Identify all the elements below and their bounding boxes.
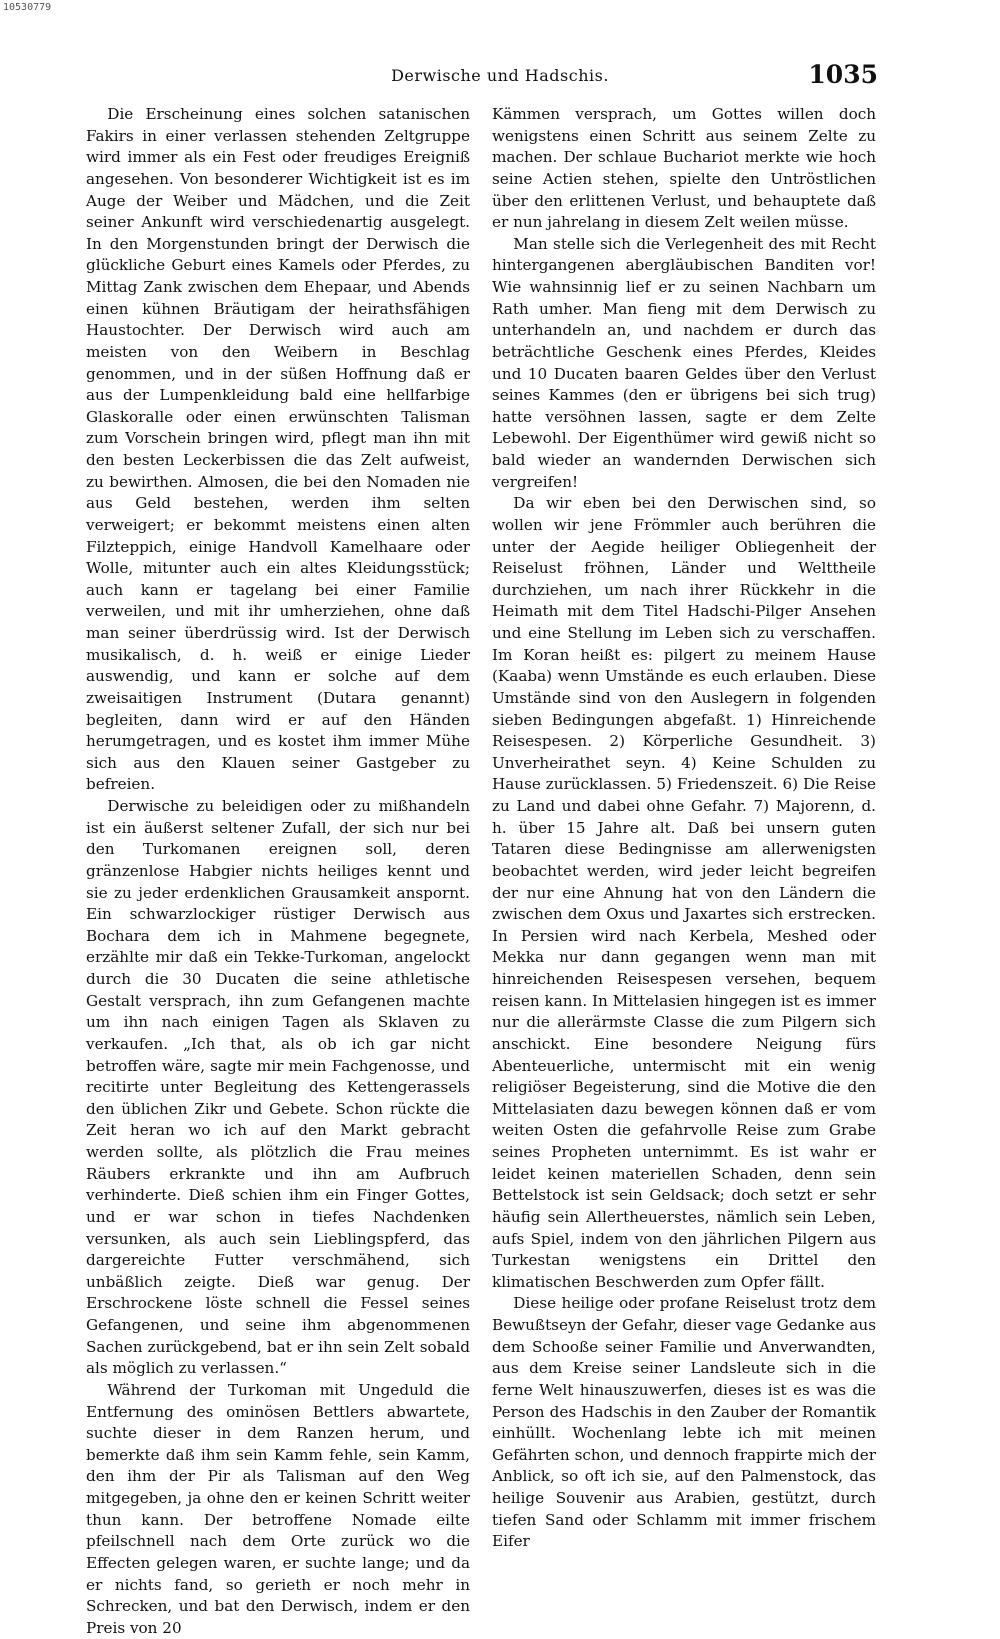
paragraph: Man stelle sich die Verlegenheit des mit Recht hintergangenen abergläubischen Banditen vor! Wie wahnsinnig lief er zu seinen Nachbarn um Rath umher. Man fieng mit dem Derwisch zu unterhandeln an, und nachdem er durch das beträchtliche Geschenk eines Pferdes, Kleides und 10 Ducaten baaren Geldes über den Verlust seines Kammes (den er übrigens bei sich trug) hatte versöhnen lassen, sagte er dem Zelte Lebewohl. Der Eigenthümer wird gewiß nicht so bald wieder an wandernden Derwischen sich vergreifen!: [492, 234, 876, 491]
paragraph: Während der Turkoman mit Ungeduld die Entfernung des ominösen Bettlers abwartete, suchte dieser in dem Ranzen herum, und bemerkte daß ihm sein Kamm fehle, sein Kamm, den ihm der Pir als Talisman auf den Weg mitgegeben, ja ohne den er keinen Schritt weiter thun kann. Der betroffene Nomade eilte pfeilschnell nach dem Orte zurück wo die Effecten gelegen waren, er suchte lange; und da er nichts fand, so gerieth er noch mehr in Schrecken, und bat den Derwisch, indem er den Preis von 20: [86, 1380, 470, 1637]
running-title: Derwische und Hadschis.: [391, 66, 609, 85]
paragraph: Da wir eben bei den Derwischen sind, so wollen wir jene Frömmler auch berühren die unter der Aegide heiliger Obliegenheit der Reiselust fröhnen, Länder und Welttheile durchziehen, um nach ihrer Rückkehr in die Heimath mit dem Titel Hadschi-Pilger Ansehen und eine Stellung im Leben sich zu verschaffen. Im Koran heißt es: pilgert zu meinem Hause (Kaaba) wenn Umstände es euch erlauben. Diese Umstände sind von den Auslegern in folgenden sieben Bedingungen abgefaßt. 1) Hinreichende Reisespesen. 2) Körperliche Gesundheit. 3) Unverheirathet seyn. 4) Keine Schulden zu Hause zurücklassen. 5) Friedenszeit. 6) Die Reise zu Land und dabei ohne Gefahr. 7) Majorenn, d. h. über 15 Jahre alt. Daß bei unsern guten Tataren diese Bedingnisse am allerwenigsten beobachtet werden, wird jeder leicht begreifen der nur eine Ahnung hat von den Ländern die zwischen dem Oxus und Jaxartes sich erstrecken. In Persien wird nach Kerbela, Meshed oder Mekka nur dann gegangen wenn man mit hinreichenden Reisespesen versehen, bequem reisen kann. In Mittelasien hingegen ist es immer nur die allerärmste Classe die zum Pilgern sich anschickt. Eine besondere Neigung fürs Abenteuerliche, untermischt mit ein wenig religiöser Begeisterung, sind die Motive die den Mittelasiaten dazu bewegen können daß er vom weiten Osten die gefahrvolle Reise zum Grabe seines Propheten unternimmt. Es ist wahr er leidet keinen materiellen Schaden, denn sein Bettelstock ist sein Geldsack; doch setzt er sehr häufig sein Allertheuerstes, nämlich sein Leben, aufs Spiel, indem von den jährlichen Pilgern aus Turkestan wenigstens ein Drittel den klimatischen Beschwerden zum Opfer fällt.: [492, 494, 876, 1291]
paragraph: Derwische zu beleidigen oder zu mißhandeln ist ein äußerst seltener Zufall, der sich nur bei den Turkomanen ereignen soll, deren gränzenlose Habgier nichts heiliges kennt und sie zu jeder erdenklichen Grausamkeit anspornt. Ein schwarzlockiger rüstiger Derwisch aus Bochara dem ich in Mahmene begegnete, erzählte mir daß ein Tekke-Turkoman, angelockt durch die 30 Ducaten die seine athletische Gestalt versprach, ihn zum Gefangenen machte um ihn nach einigen Tagen als Sklaven zu verkaufen. „Ich that, als ob ich gar nicht betroffen wäre, sagte mir mein Fachgenosse, und recitirte unter Begleitung des Kettengerassels den üblichen Zikr und Gebete. Schon rückte die Zeit heran wo ich auf den Markt gebracht werden sollte, als plötzlich die Frau meines Räubers erkrankte und ihn am Aufbruch verhinderte. Dieß schien ihm ein Finger Gottes, und er war schon in tiefes Nachdenken versunken, als auch sein Lieblingspferd, das dargereichte Futter verschmähend, sich unbäßlich zeigte. Dieß war genug. Der Erschrockene löste schnell die Fessel seines Gefangenen, und seine ihm abgenommenen Sachen zurückgebend, bat er ihn sein Zelt sobald als möglich zu verlassen.“: [86, 797, 470, 1378]
left-column: [86, 104, 470, 1639]
right-column: [492, 104, 876, 1553]
scan-id: 10530779: [3, 2, 52, 13]
paragraph-continued: Kämmen versprach, um Gottes willen doch wenigstens einen Schritt aus seinem Zelte zu machen. Der schlaue Buchariot merkte wie hoch seine Actien stehen, spielte den Untröstlichen über den erlittenen Verlust, und behauptete daß er nun jahrelang in diesem Zelt weilen müsse.: [492, 105, 876, 232]
paragraph: Die Erscheinung eines solchen satanischen Fakirs in einer verlassen stehenden Zeltgruppe wird immer als ein Fest oder freudiges Ereigniß angesehen. Von besonderer Wichtigkeit ist es im Auge der Weiber und Mädchen, und die Zeit seiner Ankunft wird verschiedenartig ausgelegt. In den Morgenstunden bringt der Derwisch die glückliche Geburt eines Kamels oder Pferdes, zu Mittag Zank zwischen dem Ehepaar, und Abends einen kühnen Bräutigam der heirathsfähigen Haustochter. Der Derwisch wird auch am meisten von den Weibern in Beschlag genommen, und in der süßen Hoffnung daß er aus der Lumpenkleidung bald eine hellfarbige Glaskoralle oder einen erwünschten Talisman zum Vorschein bringen wird, pflegt man ihn mit den besten Leckerbissen die das Zelt aufweist, zu bewirthen. Almosen, die bei den Nomaden nie aus Geld bestehen, werden ihm selten verweigert; er bekommt meistens einen alten Filzteppich, einige Handvoll Kamelhaare oder Wolle, mitunter auch ein altes Kleidungsstück; auch kann er tagelang bei einer Familie verweilen, und mit ihr umherziehen, ohne daß man seiner überdrüssig wird. Ist der Derwisch musikalisch, d. h. weiß er einige Lieder auswendig, und kann er solche auf dem zweisaitigen Instrument (Dutara genannt) begleiten, dann wird er auf den Händen herumgetragen, und es kostet ihm immer Mühe sich aus den Klauen seiner Gastgeber zu befreien.: [86, 105, 470, 794]
paragraph: Diese heilige oder profane Reiselust trotz dem Bewußtseyn der Gefahr, dieser vage Gedanke aus dem Schooße seiner Familie und Anverwandten, aus dem Kreise seiner Landsleute sich in die ferne Welt hinauszuwerfen, dieses ist es was die Person des Hadschis in den Zauber der Romantik einhüllt. Wochenlang lebte ich mit meinen Gefährten schon, und dennoch frappirte mich der Anblick, so oft ich sie, auf den Palmenstock, das heilige Souvenir aus Arabien, gestützt, durch tiefen Sand oder Schlamm mit immer frischem Eifer: [492, 1294, 876, 1551]
page-number: 1035: [808, 60, 878, 89]
